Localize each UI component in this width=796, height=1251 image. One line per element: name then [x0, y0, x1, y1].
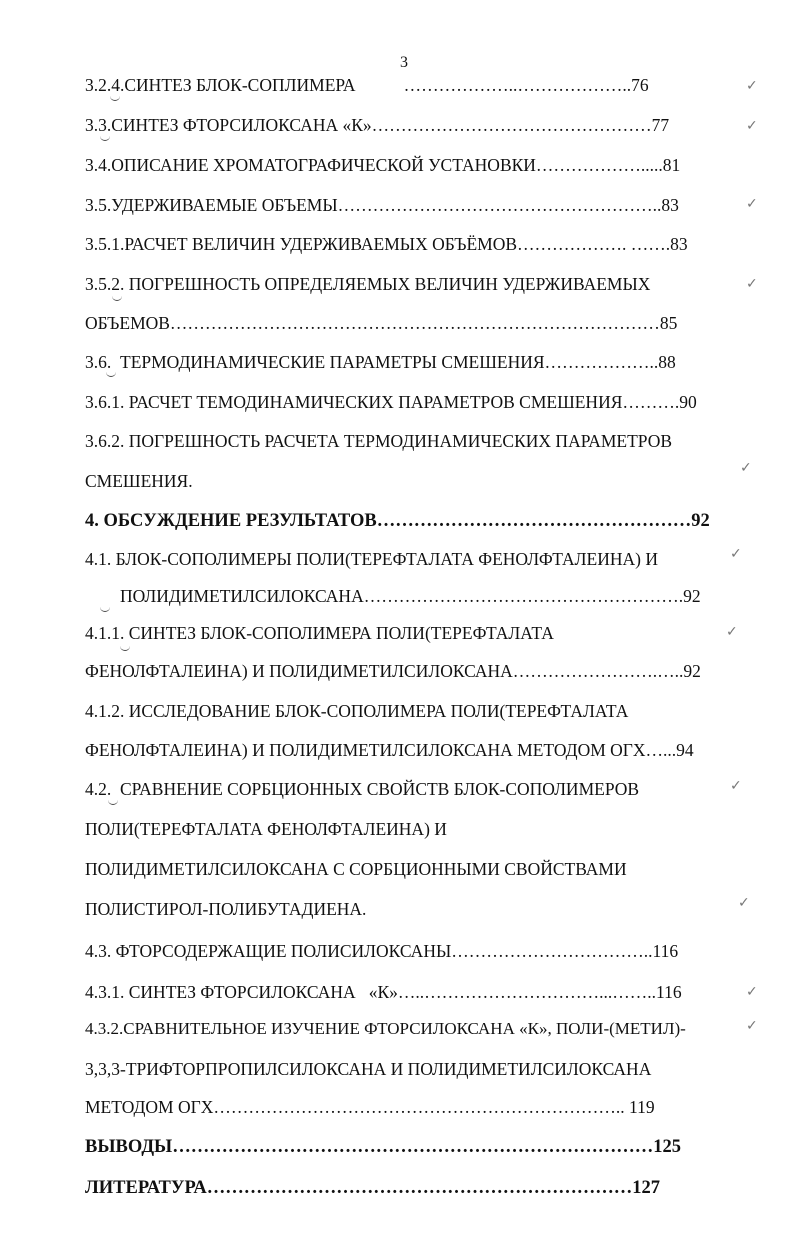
margin-check-mark: ✓: [740, 460, 752, 476]
margin-check-mark: ✓: [746, 1018, 758, 1034]
toc-entry-3-6-2-line2: СМЕШЕНИЯ.: [85, 471, 193, 491]
toc-entry-3-5: 3.5.УДЕРЖИВАЕМЫЕ ОБЪЕМЫ………………………………………………..83: [85, 195, 679, 215]
margin-scribble: [106, 372, 116, 377]
margin-check-mark: ✓: [746, 276, 758, 292]
toc-entry-4-3-2-line3: МЕТОДОМ ОГХ…………………………………………………………….. 119: [85, 1097, 655, 1117]
margin-check-mark: ✓: [730, 778, 742, 794]
toc-entry-3-3: 3.3.СИНТЕЗ ФТОРСИЛОКСАНА «К»…………………………………………77: [85, 115, 670, 135]
toc-entry-3-5-2-line1: 3.5.2. ПОГРЕШНОСТЬ ОПРЕДЕЛЯЕМЫХ ВЕЛИЧИН УДЕРЖИВАЕМЫХ: [85, 274, 651, 294]
toc-entry-3-6-1: 3.6.1. РАСЧЕТ ТЕМОДИНАМИЧЕСКИХ ПАРАМЕТРОВ СМЕШЕНИЯ……….90: [85, 392, 697, 412]
toc-entry-3-6: 3.6. ТЕРМОДИНАМИЧЕСКИЕ ПАРАМЕТРЫ СМЕШЕНИЯ………………..88: [85, 352, 676, 372]
toc-entry-4-3-2-line1: 4.3.2.СРАВНИТЕЛЬНОЕ ИЗУЧЕНИЕ ФТОРСИЛОКСАНА «К», ПОЛИ-(МЕТИЛ)-: [85, 1019, 686, 1038]
toc-entry-4-3-1: 4.3.1. СИНТЕЗ ФТОРСИЛОКСАНА «К»…..…………………………...……..116: [85, 982, 682, 1002]
toc-entry-4-1-1-line2: ФЕНОЛФТАЛЕИНА) И ПОЛИДИМЕТИЛСИЛОКСАНА…………………….…..92: [85, 661, 701, 681]
toc-entry-4-2-line1: 4.2. СРАВНЕНИЕ СОРБЦИОННЫХ СВОЙСТВ БЛОК-СОПОЛИМЕРОВ: [85, 779, 640, 799]
page-number: 3: [400, 54, 408, 71]
toc-entry-3-6-2-line1: 3.6.2. ПОГРЕШНОСТЬ РАСЧЕТА ТЕРМОДИНАМИЧЕСКИХ ПАРАМЕТРОВ: [85, 431, 673, 451]
margin-check-mark: ✓: [738, 895, 750, 911]
margin-scribble: [100, 607, 110, 612]
margin-scribble: [120, 646, 130, 651]
toc-entry-4-1-line2: ПОЛИДИМЕТИЛСИЛОКСАНА……………………………………………….92: [120, 586, 701, 606]
toc-entry-4-1-1-line1: 4.1.1. СИНТЕЗ БЛОК-СОПОЛИМЕРА ПОЛИ(ТЕРЕФТАЛАТА: [85, 623, 554, 643]
toc-entry-4-1-line1: 4.1. БЛОК-СОПОЛИМЕРЫ ПОЛИ(ТЕРЕФТАЛАТА ФЕНОЛФТАЛЕИНА) И: [85, 549, 658, 569]
margin-scribble: [108, 800, 118, 805]
toc-entry-3-5-2-line2: ОБЪЕМОВ…………………………………………………………………………85: [85, 313, 678, 333]
toc-entry-3-2-4: 3.2.4.СИНТЕЗ БЛОК-СОПЛИМЕРА ………………..………………..76: [85, 75, 649, 95]
margin-check-mark: ✓: [746, 118, 758, 134]
toc-entry-4-2-line4: ПОЛИСТИРОЛ-ПОЛИБУТАДИЕНА.: [85, 899, 367, 919]
toc-entry-4-2-line3: ПОЛИДИМЕТИЛСИЛОКСАНА С СОРБЦИОННЫМИ СВОЙСТВАМИ: [85, 859, 627, 879]
margin-check-mark: ✓: [730, 546, 742, 562]
margin-check-mark: ✓: [726, 624, 738, 640]
toc-entry-conclusions: ВЫВОДЫ……………………………………………………………………125: [85, 1137, 681, 1157]
margin-check-mark: ✓: [746, 984, 758, 1000]
toc-entry-4-2-line2: ПОЛИ(ТЕРЕФТАЛАТА ФЕНОЛФТАЛЕИНА) И: [85, 819, 447, 839]
toc-entry-4-3-2-line2: 3,3,3-ТРИФТОРПРОПИЛСИЛОКСАНА И ПОЛИДИМЕТИЛСИЛОКСАНА: [85, 1059, 652, 1079]
toc-entry-references: ЛИТЕРАТУРА……………………………………………………………127: [85, 1178, 660, 1198]
toc-entry-3-4: 3.4.ОПИСАНИЕ ХРОМАТОГРАФИЧЕСКОЙ УСТАНОВКИ……………….....81: [85, 155, 681, 175]
margin-check-mark: ✓: [746, 196, 758, 212]
toc-entry-4-1-2-line2: ФЕНОЛФТАЛЕИНА) И ПОЛИДИМЕТИЛСИЛОКСАНА МЕТОДОМ ОГХ…...94: [85, 740, 694, 760]
margin-scribble: [110, 96, 120, 101]
toc-entry-3-5-1: 3.5.1.РАСЧЕТ ВЕЛИЧИН УДЕРЖИВАЕМЫХ ОБЪЁМОВ………………. …….83: [85, 234, 688, 254]
toc-entry-4-1-2-line1: 4.1.2. ИССЛЕДОВАНИЕ БЛОК-СОПОЛИМЕРА ПОЛИ(ТЕРЕФТАЛАТА: [85, 701, 629, 721]
toc-entry-4: 4. ОБСУЖДЕНИЕ РЕЗУЛЬТАТОВ……………………………………………92: [85, 511, 710, 531]
margin-scribble: [112, 296, 122, 301]
margin-scribble: [100, 136, 110, 141]
toc-entry-4-3: 4.3. ФТОРСОДЕРЖАЩИЕ ПОЛИСИЛОКСАНЫ……………………………..116: [85, 941, 679, 961]
margin-check-mark: ✓: [746, 78, 758, 94]
